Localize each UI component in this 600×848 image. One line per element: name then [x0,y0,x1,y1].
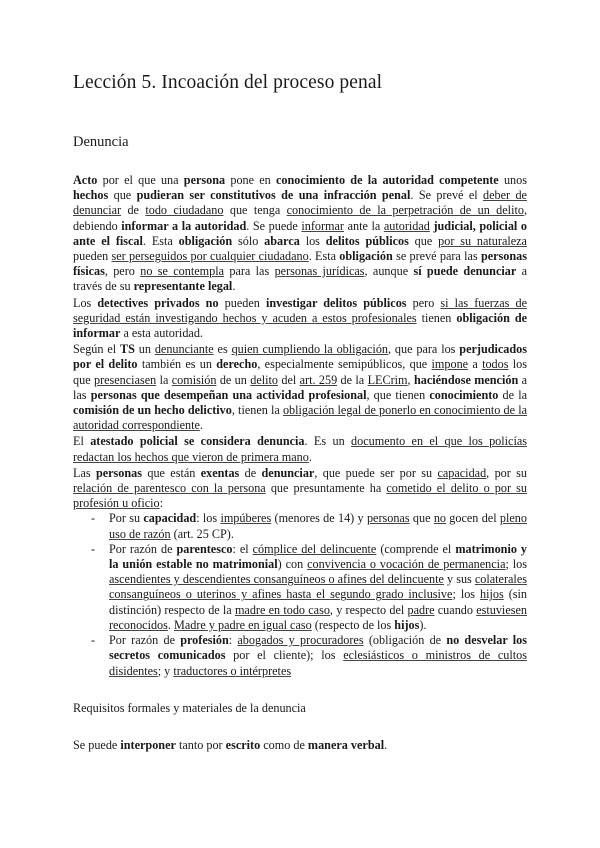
underlined-run: no [433,511,446,526]
bold-run: sí puede denunciar [413,264,517,279]
text-run: (sin distinción) respecto de la [109,587,528,617]
text-run: que tenga [223,203,287,218]
text-run: Según el [73,342,120,357]
underlined-run: madre en todo caso [234,602,330,617]
text-run: Los [73,295,98,310]
underlined-run: pleno uso de razón [109,511,527,541]
text-run: ; los [452,587,481,602]
text-run: , que puede ser por su [314,465,438,480]
underlined-run: abogados y procuradores [237,633,364,648]
text-run: , que para los [388,342,460,357]
underlined-run: cómplice del delincuente [252,541,377,556]
text-run: se prevé para las [392,249,481,264]
bold-run: abarca [264,233,300,248]
list-item-capacidad [91,511,527,541]
underlined-run: impúberes [220,511,272,526]
text-run: tienen [416,310,457,325]
underlined-run: cometido el delito o por su profesión u oficio [73,481,527,511]
bold-run: perjudicados por el delito [73,342,528,372]
bold-run: exentas [200,465,240,480]
underlined-run: deber de denunciar [73,188,527,218]
bold-run: judicial, policial o ante el fiscal [73,218,527,248]
text-run: que [408,233,439,248]
bold-run: personas que desempeñan una actividad profesional [90,387,367,402]
text-run: (respecto de los [311,617,395,632]
bold-run: denunciar [261,465,315,480]
bold-run: personas [95,465,143,480]
text-run: ante la [343,218,384,233]
underlined-run: autoridad [383,218,430,233]
bold-run: TS [119,342,135,357]
text-run: ) con [277,557,308,572]
bold-run: representante legal [133,279,233,294]
underlined-run: conocimiento de la perpetración de un delito [286,203,524,218]
text-run: pueden [218,295,266,310]
text-run: , por su [486,465,527,480]
paragraph-acto [73,173,527,295]
underlined-run: art. 259 [299,372,338,387]
bold-run: investigar delitos públicos [265,295,407,310]
text-run: sólo [232,233,265,248]
text-run: de la [498,387,527,402]
lesson-title: Lección 5. Incoación del proceso penal [73,72,383,93]
text-run: . Es un [304,434,352,449]
document-body [73,173,527,679]
underlined-run: eclesiásticos o ministros de cultos disidentes [109,648,527,678]
text-run: unos [498,173,527,187]
final-paragraph [73,738,527,753]
bold-run: escrito [225,737,261,752]
text-run: (menores de 14) y [271,511,367,526]
text-run: que presuntamente ha [265,481,387,496]
paragraph-detectives [73,296,527,342]
text-run: a través de su [73,264,528,294]
underlined-run: todo ciudadano [145,203,224,218]
underlined-run: padre [407,602,435,617]
bold-run: detectives privados no [97,295,219,310]
underlined-run: si las fuerzas de seguridad están investigando hechos y acuden a estos profesionales [73,295,528,325]
text-run: los [299,233,326,248]
underlined-run: convivencia o vocación de permanencia [307,557,506,572]
bold-run: hechos [73,188,109,203]
text-run: ; los [505,557,527,572]
bold-run: obligación de informar [73,310,528,341]
underlined-run: impone [431,357,469,372]
bold-run: haciéndose mención [413,372,519,387]
text-run: , [407,372,414,387]
underlined-run: ser perseguidos por cualquier ciudadano [111,249,309,264]
text-run: Se puede [73,737,121,752]
text-run: . Esta [308,249,340,264]
text-run: pueden [73,249,112,264]
text-run: gocen del [446,511,500,526]
bold-run: matrimonio y la unión estable no matrimonial [109,541,528,572]
bold-run: conocimiento de la autoridad competente [276,173,499,187]
underlined-run: capacidad [437,465,487,480]
text-run: , pero [104,264,141,279]
text-run: pero [406,295,441,310]
text-run: y sus [443,572,475,587]
text-run: que están [142,465,201,480]
underlined-run: por su naturaleza [438,233,527,248]
text-run: que [108,188,137,203]
text-run: que [409,511,434,526]
text-run: . Esta [142,233,179,248]
text-run: tanto por [175,737,226,752]
bold-run: obligación [178,233,233,248]
text-run: pone en [225,173,277,187]
bold-run: Acto [73,173,98,187]
underlined-run: colaterales consanguíneos o uterinos y afines hasta el segundo grado inclusive [109,572,527,602]
text-run: un [134,342,155,357]
paragraph-exentas [73,466,527,512]
subsection-heading: Requisitos formales y materiales de la denuncia [73,700,306,715]
paragraph-ts [73,342,527,433]
bold-run: capacidad [143,511,197,526]
underlined-run: Madre y padre en igual caso [173,617,312,632]
underlined-run: personas [366,511,410,526]
text-run: . [232,279,236,294]
underlined-run: relación de parentesco con la persona [73,481,266,496]
text-run: de un [216,372,251,387]
text-run: (comprende el [376,541,456,556]
bold-run: interponer [120,737,176,752]
text-run: la [156,372,172,387]
underlined-run: traductores o intérpretes [173,663,292,678]
text-run: Por su [109,511,144,526]
text-run: , y respecto del [329,602,408,617]
underlined-run: informar [301,218,344,233]
text-run: Por razón de [109,541,177,556]
bold-run: parentesco [176,541,233,556]
text-run: del [278,372,300,387]
text-run: El [73,434,91,449]
text-run: por el cliente); los [225,648,344,663]
text-run: . [167,617,174,632]
text-run: : los [196,511,221,526]
text-run: ; y [157,663,174,678]
text-run: : [228,633,238,648]
text-run: , tienen la [231,403,283,418]
text-run: es [213,342,232,357]
text-run: de la [337,372,368,387]
bold-run: personas físicas [73,249,527,279]
text-run: Por razón de [109,633,181,648]
list-item-parentesco [91,542,527,633]
text-run: . Se prevé el [410,188,484,203]
underlined-run: ascendientes y descendientes consanguíneos o afines del delincuente [109,572,444,587]
bold-run: delitos públicos [325,233,409,248]
bold-run: obligación [339,249,393,264]
text-run: . [384,737,388,752]
underlined-run: denunciante [154,342,214,357]
text-run: : el [232,541,253,556]
underlined-run: documento en el que los policías redactan los hechos que vieron de primera mano [73,434,527,464]
bold-run: no desvelar los secretos comunicados [109,633,527,663]
underlined-run: no se contempla [140,264,225,279]
bold-run: comisión de un hecho delictivo [73,403,232,418]
bold-run: pudieran ser constitutivos de una infracción penal [136,188,411,203]
bold-run: manera verbal [307,737,385,752]
underlined-run: LECrim [367,372,408,387]
text-run: Las [73,465,96,480]
text-run: , especialmente semipúblicos, que [257,357,432,372]
text-run: . [199,418,203,433]
text-run: como de [260,737,308,752]
text-run: por el que una [97,173,184,187]
exemptions-list [73,511,527,678]
underlined-run: hijos [480,587,504,602]
bold-run: hijos [394,617,420,632]
text-run: ). [419,617,427,632]
underlined-run: estuviesen reconocidos [109,602,527,632]
text-run: a las [73,372,528,402]
text-run: de [239,465,262,480]
paragraph-atestado [73,434,527,464]
text-run: (art. 25 CP). [170,526,234,541]
text-run: (obligación de [363,633,447,648]
text-run: , que tienen [366,387,430,402]
text-run: a esta autoridad. [120,326,203,341]
bold-run: atestado policial se considera denuncia [90,434,305,449]
text-run: . [308,449,312,464]
list-item-profesion [91,633,527,679]
bold-run: persona [183,173,226,187]
text-run: también es un [137,357,217,372]
section-heading: Denuncia [73,134,129,150]
text-run: de [121,203,146,218]
underlined-run: todos [482,357,509,372]
underlined-run: delito [250,372,279,387]
text-run: , debiendo [73,203,527,233]
underlined-run: obligación legal de ponerlo en conocimiento de la autoridad correspondiente [73,403,527,433]
underlined-run: personas jurídicas [274,264,365,279]
underlined-run: quien cumpliendo la obligación [231,342,389,357]
text-run: . Se puede [246,218,302,233]
text-run: a [468,357,483,372]
bold-run: conocimiento [429,387,499,402]
text-run: cuando [434,602,477,617]
bold-run: informar a la autoridad [121,218,247,233]
underlined-run: presenciasen [93,372,157,387]
bold-run: derecho [216,357,258,372]
bold-run: profesión [180,633,229,648]
underlined-run: comisión [171,372,217,387]
text-run: para las [224,264,275,279]
text-run: : [159,496,164,511]
text-run: los que [73,357,527,387]
text-run: , aunque [364,264,414,279]
